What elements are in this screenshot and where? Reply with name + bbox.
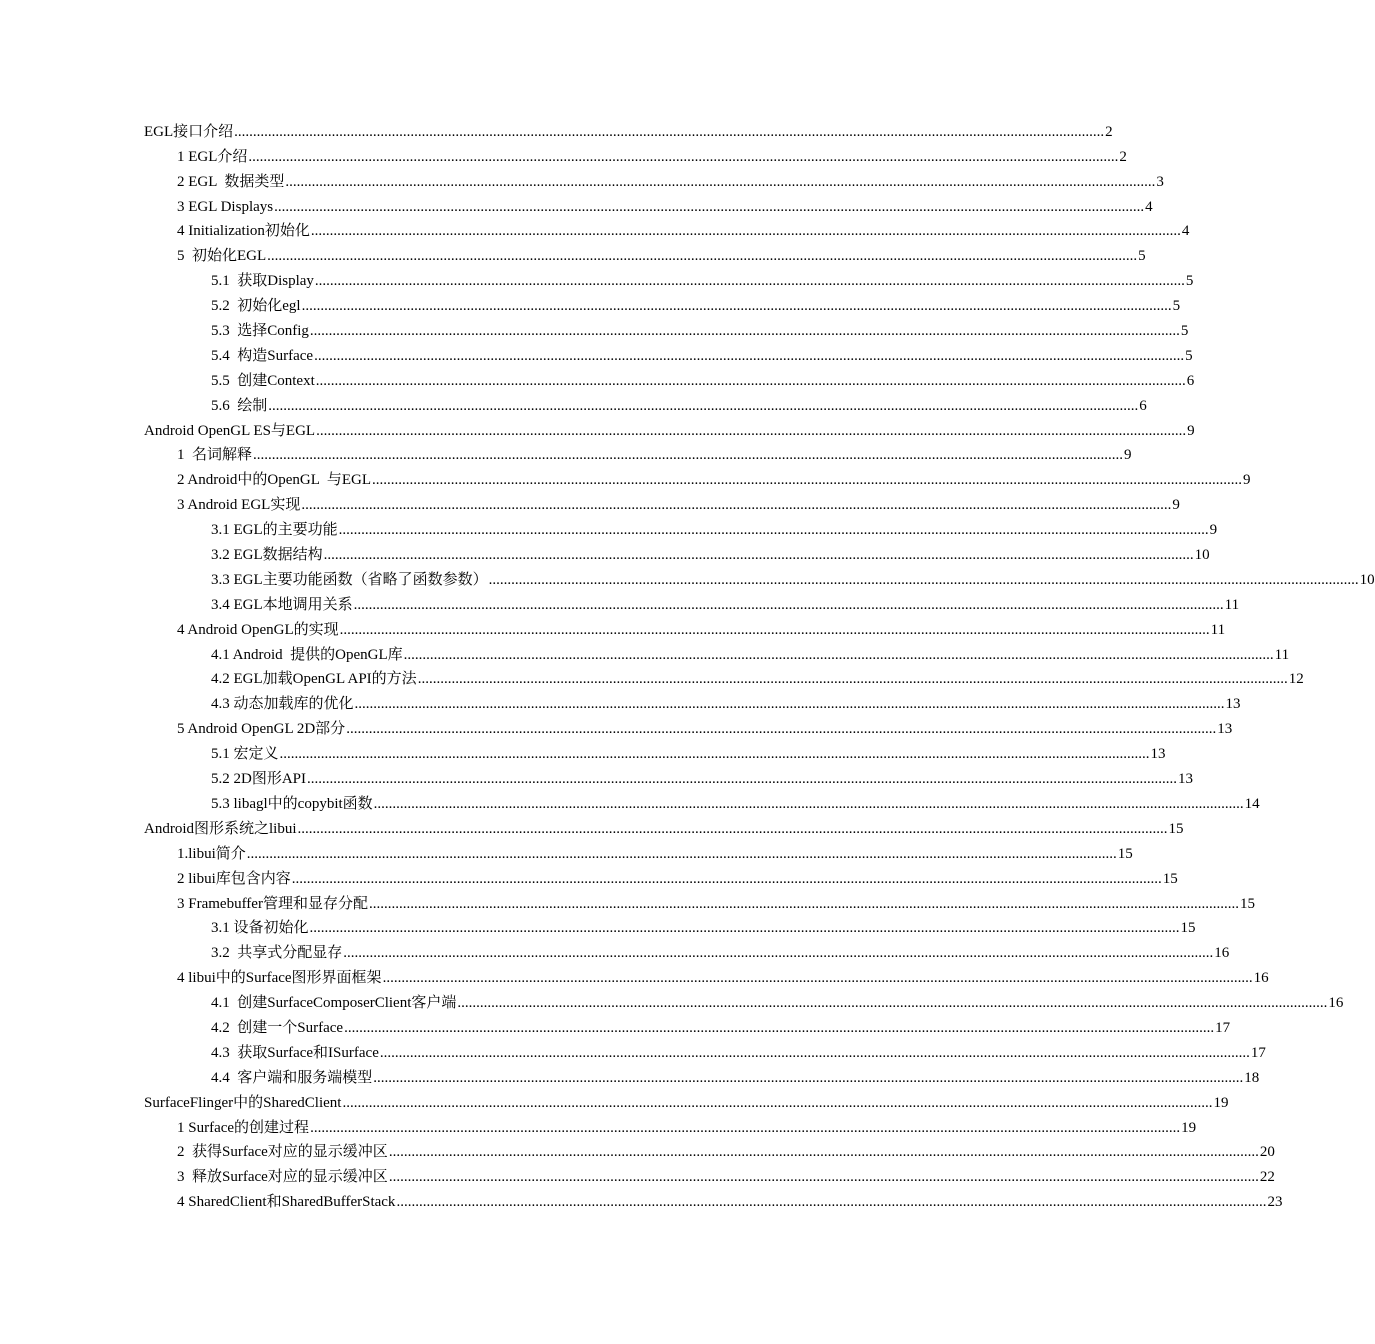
toc-page-number: 16 bbox=[1253, 970, 1269, 987]
toc-page-number: 15 bbox=[1180, 920, 1196, 937]
toc-entry[interactable] bbox=[0, 962, 1269, 987]
toc-entry-title: 5.2 2D图形API bbox=[211, 771, 307, 788]
toc-dot-leader bbox=[316, 422, 1186, 440]
toc-entry-title: EGL接口介绍 bbox=[144, 123, 234, 140]
toc-entry[interactable] bbox=[0, 116, 1113, 141]
toc-entry-title: 1 EGL介绍 bbox=[177, 148, 248, 165]
toc-entry[interactable] bbox=[0, 166, 1164, 191]
toc-entry[interactable] bbox=[0, 813, 1184, 838]
toc-dot-leader bbox=[311, 222, 1181, 240]
toc-entry[interactable] bbox=[0, 1037, 1266, 1062]
toc-dot-leader bbox=[489, 571, 1359, 589]
toc-entry[interactable] bbox=[0, 464, 1251, 489]
toc-dot-leader bbox=[344, 1019, 1214, 1037]
toc-dot-leader bbox=[316, 372, 1186, 390]
toc-page-number: 5 bbox=[1185, 273, 1194, 290]
toc-entry-title: 5.6 绘制 bbox=[211, 397, 268, 414]
toc-page-number: 10 bbox=[1359, 571, 1375, 588]
toc-entry-title: 2 获得Surface对应的显示缓冲区 bbox=[177, 1144, 388, 1161]
toc-entry-title: 4.2 创建一个Surface bbox=[211, 1019, 344, 1036]
toc-entry-title: 4.1 Android 提供的OpenGL库 bbox=[211, 646, 403, 663]
toc-page-number: 20 bbox=[1259, 1144, 1275, 1161]
toc-page-number: 4 bbox=[1181, 223, 1190, 240]
toc-page-number: 6 bbox=[1139, 397, 1147, 414]
toc-entry[interactable] bbox=[0, 191, 1153, 216]
toc-entry[interactable] bbox=[0, 290, 1181, 315]
toc-page-number: 16 bbox=[1214, 945, 1230, 962]
toc-page-number: 5 bbox=[1185, 347, 1193, 364]
toc-entry-title: 4.1 创建SurfaceComposerClient客户端 bbox=[211, 995, 457, 1012]
toc-entry[interactable] bbox=[0, 738, 1166, 763]
toc-page-number: 19 bbox=[1213, 1094, 1229, 1111]
toc-entry-title: 5 Android OpenGL 2D部分 bbox=[177, 721, 346, 738]
toc-entry[interactable] bbox=[0, 514, 1218, 539]
toc-entry[interactable] bbox=[0, 688, 1241, 713]
toc-page-number: 15 bbox=[1239, 895, 1255, 912]
toc-dot-leader bbox=[389, 1168, 1259, 1186]
toc-entry[interactable] bbox=[0, 838, 1133, 863]
toc-dot-leader bbox=[298, 820, 1168, 838]
toc-dot-leader bbox=[302, 297, 1172, 315]
toc-entry-title: 5.2 初始化egl bbox=[211, 298, 301, 315]
toc-dot-leader bbox=[292, 870, 1162, 888]
toc-page-number: 6 bbox=[1186, 372, 1195, 389]
toc-dot-leader bbox=[285, 173, 1155, 191]
toc-entry-title: 1 Surface的创建过程 bbox=[177, 1119, 310, 1136]
toc-entry[interactable] bbox=[0, 141, 1127, 166]
toc-page-number: 15 bbox=[1168, 820, 1184, 837]
toc-entry-title: 5.4 构造Surface bbox=[211, 347, 314, 364]
toc-page-number: 15 bbox=[1117, 845, 1133, 862]
toc-page-number: 9 bbox=[1172, 497, 1180, 514]
toc-page-number: 3 bbox=[1156, 173, 1164, 190]
toc-page-number: 9 bbox=[1209, 522, 1218, 539]
toc-entry-title: 4 libui中的Surface图形界面框架 bbox=[177, 970, 382, 987]
toc-page-number: 12 bbox=[1288, 671, 1304, 688]
toc-page-number: 9 bbox=[1243, 472, 1251, 489]
toc-entry-title: SurfaceFlinger中的SharedClient bbox=[144, 1094, 342, 1111]
toc-entry-title: 4.4 客户端和服务端模型 bbox=[211, 1069, 373, 1086]
toc-dot-leader bbox=[248, 148, 1118, 166]
toc-dot-leader bbox=[457, 994, 1327, 1012]
toc-dot-leader bbox=[396, 1193, 1266, 1211]
toc-entry-title: 5.3 选择Config bbox=[211, 323, 309, 340]
toc-page-number: 5 bbox=[1138, 248, 1146, 265]
toc-dot-leader bbox=[373, 1069, 1243, 1087]
toc-entry[interactable] bbox=[0, 390, 1147, 415]
toc-page-number: 13 bbox=[1225, 696, 1241, 713]
toc-dot-leader bbox=[274, 198, 1144, 216]
toc-page-number: 15 bbox=[1162, 870, 1178, 887]
toc-dot-leader bbox=[315, 272, 1185, 290]
toc-entry[interactable] bbox=[0, 913, 1196, 938]
toc-entry[interactable] bbox=[0, 788, 1260, 813]
toc-entry-title: 4 Initialization初始化 bbox=[177, 223, 310, 240]
toc-dot-leader bbox=[418, 670, 1288, 688]
toc-entry-title: 3.4 EGL本地调用关系 bbox=[211, 596, 353, 613]
toc-entry-title: Android OpenGL ES与EGL bbox=[144, 422, 316, 439]
toc-entry-title: 5.5 创建Context bbox=[211, 372, 315, 389]
toc-entry[interactable] bbox=[0, 937, 1230, 962]
toc-page-number: 22 bbox=[1259, 1169, 1275, 1186]
toc-page-number: 11 bbox=[1224, 596, 1240, 613]
toc-entry[interactable] bbox=[0, 315, 1189, 340]
toc-page-number: 17 bbox=[1250, 1044, 1266, 1061]
toc-page-number: 17 bbox=[1215, 1019, 1231, 1036]
toc-entry-title: 3.3 EGL主要功能函数（省略了函数参数） bbox=[211, 571, 488, 588]
toc-entry[interactable] bbox=[0, 713, 1233, 738]
toc-entry[interactable] bbox=[0, 664, 1304, 689]
toc-dot-leader bbox=[340, 621, 1210, 639]
toc-dot-leader bbox=[310, 322, 1180, 340]
toc-entry[interactable] bbox=[0, 440, 1132, 465]
toc-entry-title: 4 Android OpenGL的实现 bbox=[177, 621, 339, 638]
toc-entry[interactable] bbox=[0, 863, 1178, 888]
toc-dot-leader bbox=[389, 1143, 1259, 1161]
toc-entry-title: 4.2 EGL加载OpenGL API的方法 bbox=[211, 671, 417, 688]
toc-dot-leader bbox=[310, 1119, 1180, 1137]
toc-entry[interactable] bbox=[0, 564, 1375, 589]
toc-page-number: 14 bbox=[1244, 795, 1260, 812]
toc-dot-leader bbox=[307, 770, 1177, 788]
toc-entry[interactable] bbox=[0, 340, 1193, 365]
toc-entry-title: 5.1 获取Display bbox=[211, 273, 314, 290]
toc-dot-leader bbox=[267, 247, 1137, 265]
toc-entry[interactable] bbox=[0, 763, 1194, 788]
toc-page-number: 19 bbox=[1181, 1119, 1197, 1136]
toc-entry[interactable] bbox=[0, 888, 1255, 913]
toc-entry-title: Android图形系统之libui bbox=[144, 820, 297, 837]
toc-dot-leader bbox=[355, 695, 1225, 713]
toc-dot-leader bbox=[314, 347, 1184, 365]
toc-entry[interactable] bbox=[0, 1137, 1275, 1162]
toc-page-number: 16 bbox=[1328, 995, 1344, 1012]
toc-page-number: 5 bbox=[1172, 298, 1181, 315]
toc-entry-title: 3.2 共享式分配显存 bbox=[211, 945, 343, 962]
toc-entry[interactable] bbox=[0, 1062, 1260, 1087]
toc-page-number: 18 bbox=[1244, 1069, 1260, 1086]
toc-dot-leader bbox=[369, 895, 1239, 913]
table-of-contents bbox=[0, 116, 1375, 1211]
toc-dot-leader bbox=[253, 446, 1123, 464]
toc-entry-title: 4 SharedClient和SharedBufferStack bbox=[177, 1194, 396, 1211]
toc-entry[interactable] bbox=[0, 1012, 1231, 1037]
toc-page-number: 4 bbox=[1145, 198, 1153, 215]
toc-dot-leader bbox=[342, 1094, 1212, 1112]
toc-entry-title: 3 Framebuffer管理和显存分配 bbox=[177, 895, 368, 912]
toc-entry[interactable] bbox=[0, 265, 1194, 290]
toc-entry-title: 3 Android EGL实现 bbox=[177, 497, 301, 514]
toc-entry-title: 4.3 动态加载库的优化 bbox=[211, 696, 354, 713]
toc-entry-title: 3 EGL Displays bbox=[177, 198, 274, 215]
toc-entry-title: 3.2 EGL数据结构 bbox=[211, 547, 323, 564]
toc-page-number: 2 bbox=[1119, 148, 1127, 165]
toc-entry-title: 5.3 libagl中的copybit函数 bbox=[211, 795, 373, 812]
toc-dot-leader bbox=[372, 471, 1242, 489]
toc-entry[interactable] bbox=[0, 614, 1226, 639]
toc-entry-title: 1.libui简介 bbox=[177, 845, 246, 862]
toc-dot-leader bbox=[268, 397, 1138, 415]
toc-dot-leader bbox=[343, 944, 1213, 962]
toc-entry-title: 5.1 宏定义 bbox=[211, 746, 279, 763]
toc-entry[interactable] bbox=[0, 539, 1210, 564]
toc-dot-leader bbox=[383, 969, 1253, 987]
toc-page-number: 2 bbox=[1105, 123, 1113, 140]
toc-entry-title: 3 释放Surface对应的显示缓冲区 bbox=[177, 1169, 388, 1186]
toc-entry[interactable] bbox=[0, 216, 1190, 241]
toc-dot-leader bbox=[339, 521, 1209, 539]
toc-dot-leader bbox=[301, 496, 1171, 514]
toc-dot-leader bbox=[354, 596, 1224, 614]
toc-entry-title: 4.3 获取Surface和ISurface bbox=[211, 1044, 379, 1061]
toc-dot-leader bbox=[374, 795, 1244, 813]
toc-entry[interactable] bbox=[0, 589, 1240, 614]
toc-dot-leader bbox=[404, 646, 1274, 664]
toc-dot-leader bbox=[310, 919, 1180, 937]
toc-page-number: 5 bbox=[1180, 323, 1189, 340]
toc-entry[interactable] bbox=[0, 415, 1195, 440]
toc-entry-title: 2 EGL 数据类型 bbox=[177, 173, 285, 190]
toc-entry-title: 5 初始化EGL bbox=[177, 248, 267, 265]
toc-dot-leader bbox=[247, 845, 1117, 863]
toc-dot-leader bbox=[280, 745, 1150, 763]
toc-entry[interactable] bbox=[0, 1161, 1275, 1186]
toc-entry-title: 3.1 EGL的主要功能 bbox=[211, 522, 338, 539]
toc-page-number: 13 bbox=[1150, 746, 1166, 763]
toc-entry[interactable] bbox=[0, 1112, 1197, 1137]
toc-dot-leader bbox=[380, 1044, 1250, 1062]
toc-entry-title: 2 Android中的OpenGL 与EGL bbox=[177, 472, 372, 489]
toc-entry-title: 2 libui库包含内容 bbox=[177, 870, 291, 887]
toc-entry[interactable] bbox=[0, 1186, 1283, 1211]
toc-page-number: 9 bbox=[1124, 447, 1132, 464]
toc-entry[interactable] bbox=[0, 240, 1146, 265]
toc-page-number: 13 bbox=[1217, 721, 1233, 738]
toc-page-number: 10 bbox=[1194, 547, 1210, 564]
toc-page-number: 9 bbox=[1187, 422, 1195, 439]
toc-entry[interactable] bbox=[0, 639, 1290, 664]
toc-entry-title: 1 名词解释 bbox=[177, 447, 253, 464]
toc-entry[interactable] bbox=[0, 1087, 1229, 1112]
toc-dot-leader bbox=[324, 546, 1194, 564]
toc-page-number: 11 bbox=[1274, 646, 1290, 663]
toc-page-number: 23 bbox=[1267, 1194, 1283, 1211]
toc-page-number: 11 bbox=[1210, 621, 1226, 638]
toc-dot-leader bbox=[346, 720, 1216, 738]
toc-entry[interactable] bbox=[0, 987, 1344, 1012]
toc-entry[interactable] bbox=[0, 489, 1180, 514]
toc-entry[interactable] bbox=[0, 365, 1195, 390]
toc-page-number: 13 bbox=[1178, 771, 1194, 788]
toc-entry-title: 3.1 设备初始化 bbox=[211, 920, 309, 937]
toc-dot-leader bbox=[234, 123, 1104, 141]
